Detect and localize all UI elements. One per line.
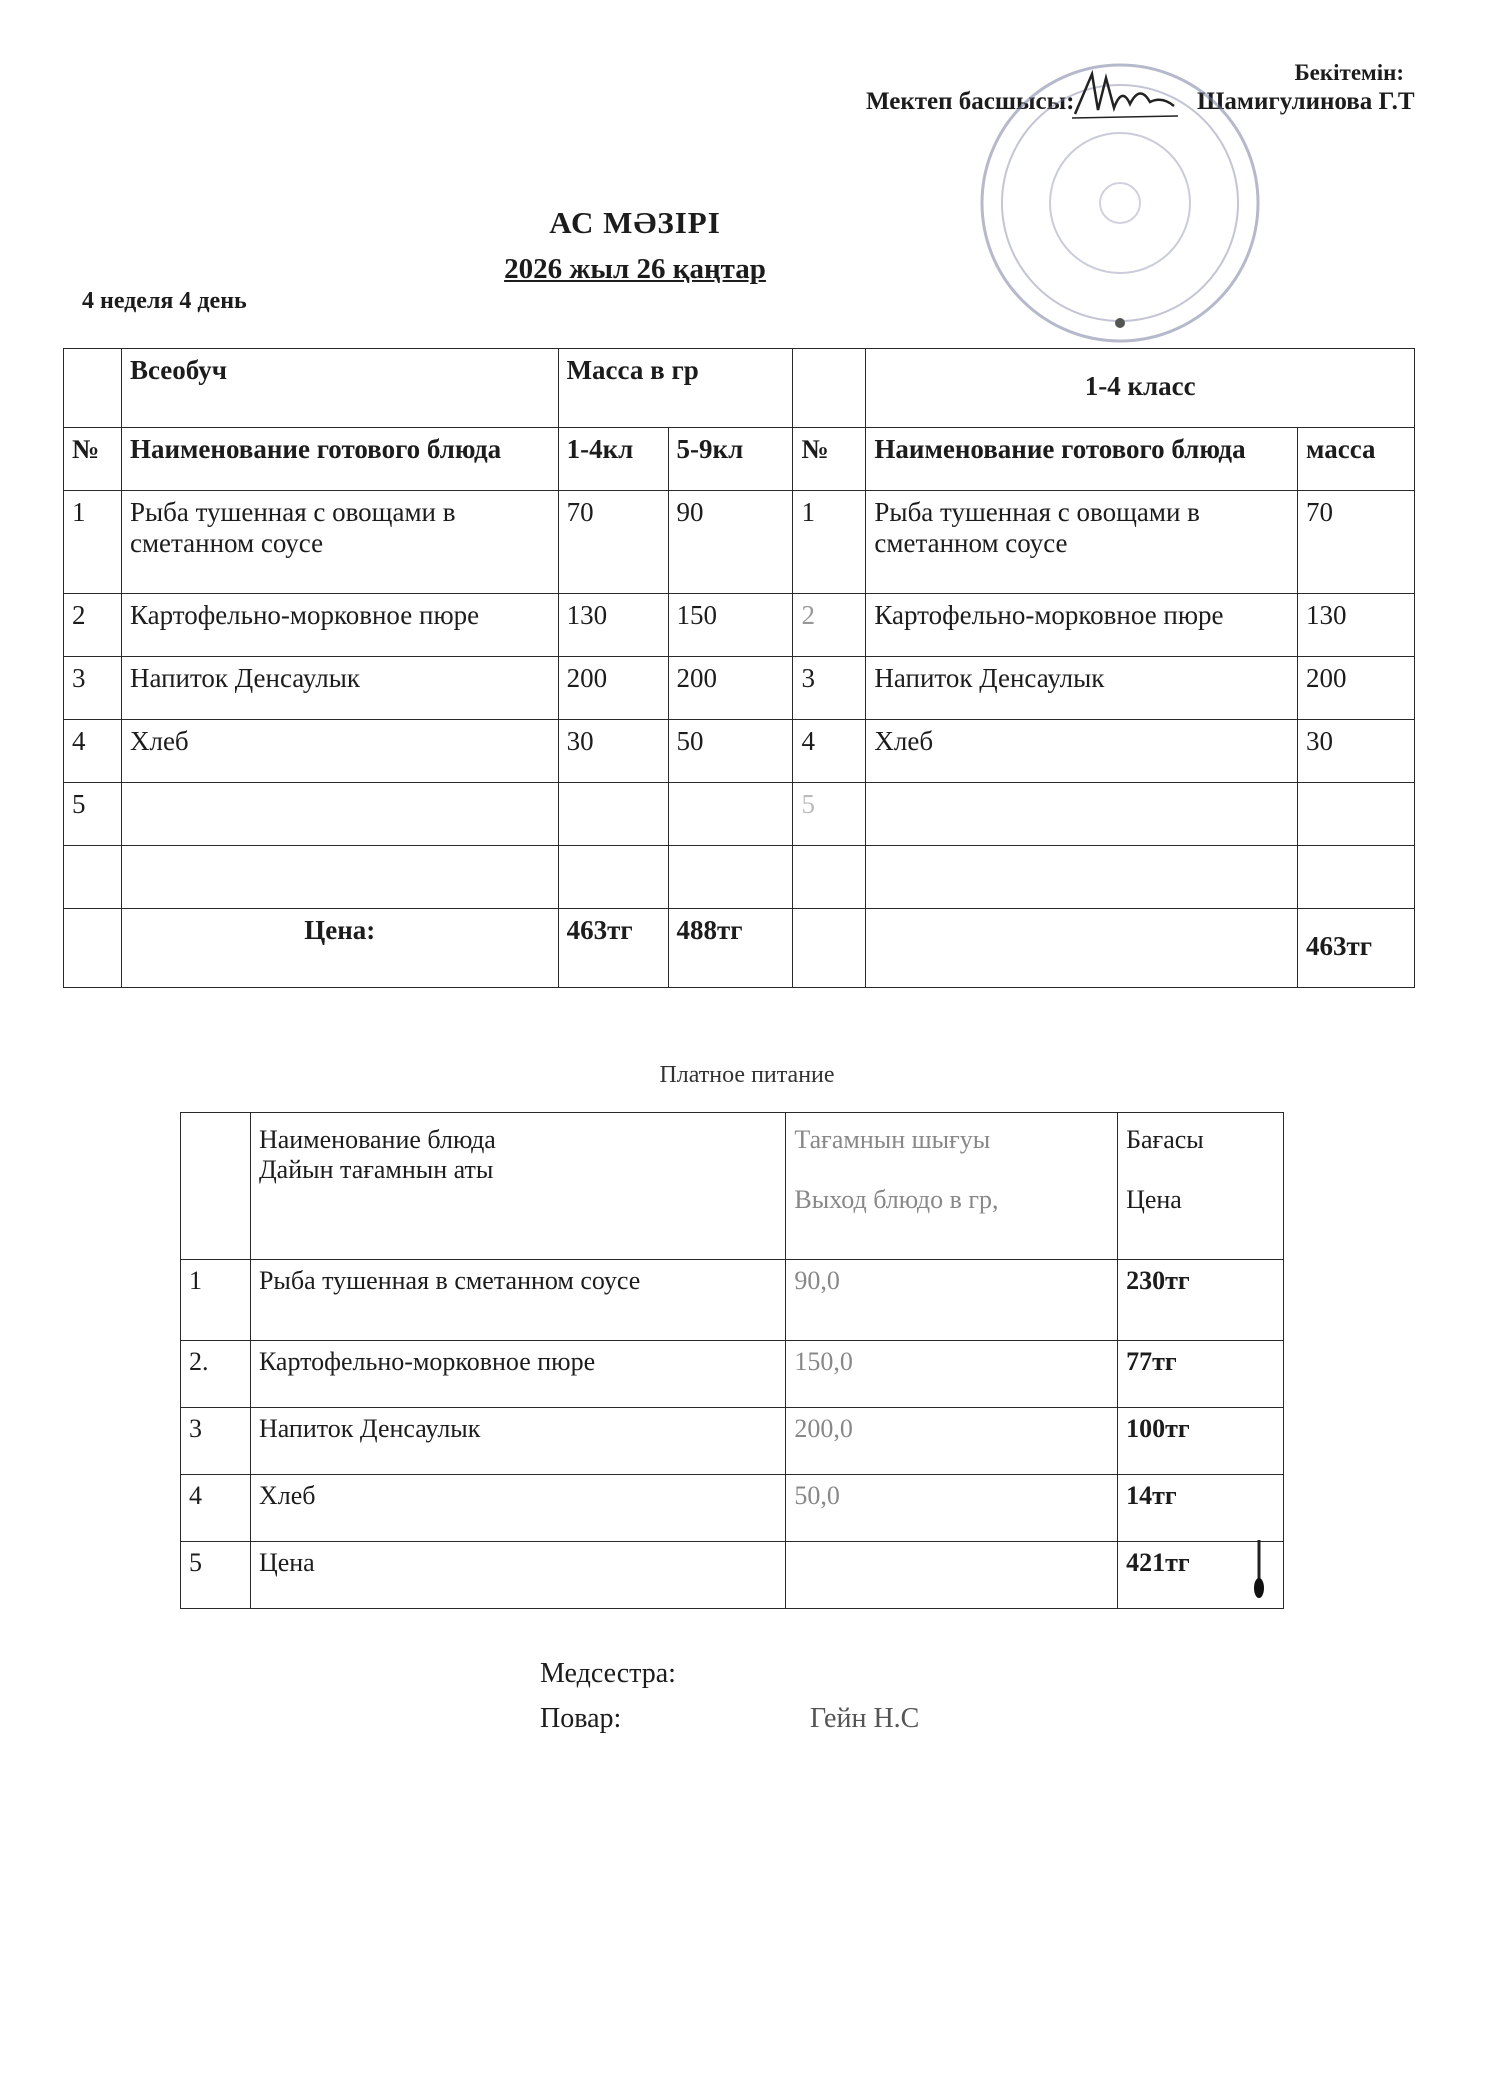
table-row: 5 5: [64, 783, 1415, 846]
menu-date: 2026 жыл 26 қаңтар: [504, 253, 766, 285]
ink-mark-icon: [1252, 1538, 1266, 1600]
menu-col-mass: масса: [1298, 428, 1415, 491]
table-row: 2 Картофельно-морковное пюре 130 150 2 Картофельно-морковное пюре 130: [64, 594, 1415, 657]
approval-title: Бекітемін:: [1294, 60, 1404, 85]
menu-table: [63, 348, 1415, 988]
cook-name: Гейн Н.С: [810, 1703, 920, 1734]
paid-section-title: Платное питание: [659, 1062, 835, 1088]
page-title: АС МӘЗІРІ: [549, 205, 721, 240]
menu-col-num-right: №: [793, 428, 866, 491]
table-row: 3 Напиток Денсаулык 200 200 3 Напиток Денсаулык 200: [64, 657, 1415, 720]
table-row: 2. Картофельно-морковное пюре 150,0 77тг: [181, 1341, 1284, 1408]
menu-header-blank: [64, 349, 122, 428]
table-row: 1 Рыба тушенная в сметанном соусе 90,0 230тг: [181, 1260, 1284, 1341]
approval-position: Мектеп басшысы:: [866, 88, 1075, 115]
signature-icon: [1070, 66, 1180, 126]
paid-col-name: Наименование блюда Дайын тағамнын аты: [250, 1113, 785, 1260]
menu-group-mass: Масса в гр: [558, 349, 793, 428]
week-day-label: 4 неделя 4 день: [82, 288, 247, 314]
paid-table: [180, 1112, 1284, 1609]
table-row-empty: [64, 846, 1415, 909]
menu-group-right: 1-4 класс: [866, 349, 1415, 428]
table-row: 3 Напиток Денсаулык 200,0 100тг: [181, 1408, 1284, 1475]
table-row: 4 Хлеб 50,0 14тг: [181, 1475, 1284, 1542]
nurse-label: Медсестра:: [540, 1658, 676, 1689]
menu-col-num: №: [64, 428, 122, 491]
menu-col-5-9: 5-9кл: [668, 428, 793, 491]
price-label: Цена:: [121, 909, 558, 988]
paid-col-price: Бағасы Цена: [1118, 1113, 1284, 1260]
price-1-4: 463тг: [558, 909, 668, 988]
menu-col-dish-right: Наименование готового блюда: [866, 428, 1298, 491]
price-5-9: 488тг: [668, 909, 793, 988]
approval-name: Шамигулинова Г.Т: [1196, 88, 1415, 115]
menu-col-dish: Наименование готового блюда: [121, 428, 558, 491]
price-right: 463тг: [1298, 909, 1415, 988]
menu-group-left: Всеобуч: [121, 349, 558, 428]
price-row: [64, 909, 1415, 988]
cook-label: Повар:: [540, 1703, 622, 1734]
menu-header-blank-right: [793, 349, 866, 428]
table-row: 1 Рыба тушенная с овощами в сметанном соусе 70 90 1 Рыба тушенная с овощами в сметанном соусе 70: [64, 491, 1415, 594]
paid-col-yield: Тағамнын шығуы Выход блюдо в гр,: [786, 1113, 1118, 1260]
table-row: 4 Хлеб 30 50 4 Хлеб 30: [64, 720, 1415, 783]
menu-col-1-4: 1-4кл: [558, 428, 668, 491]
table-row: 5 Цена 421тг: [181, 1542, 1284, 1609]
